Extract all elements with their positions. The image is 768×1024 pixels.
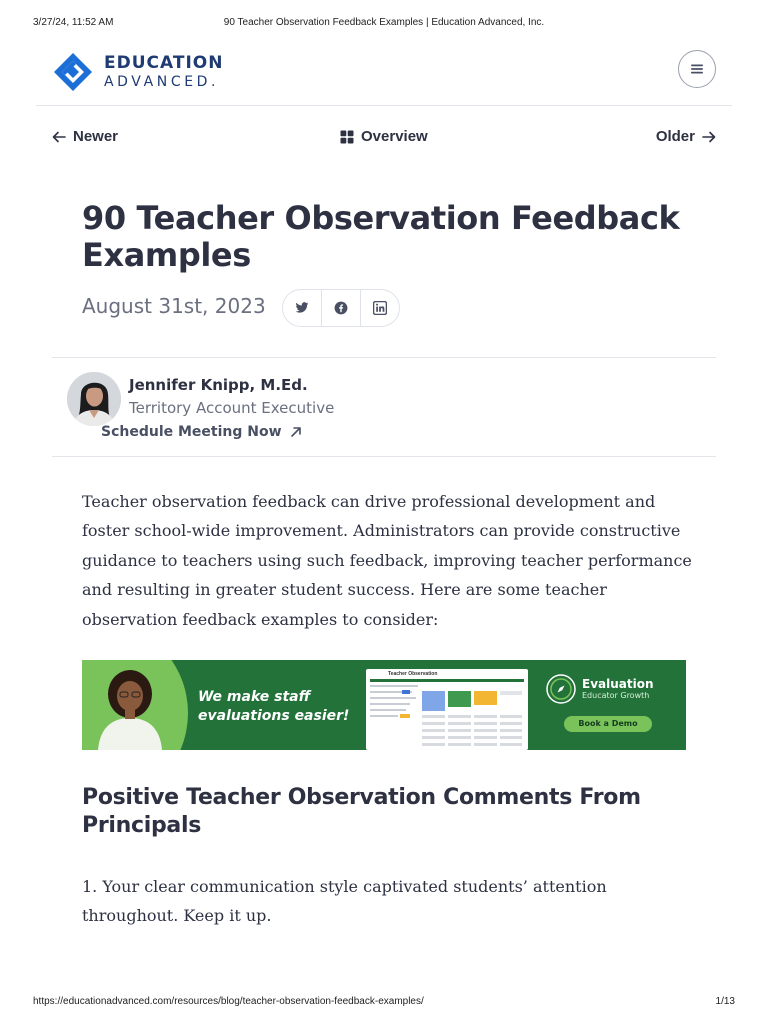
older-label: Older <box>655 128 695 145</box>
intro-paragraph: Teacher observation feedback can drive professional development and foster school-wide improvement. Administrators can provide constructive guidance to teachers using such feedback, improving teacher performance and resulting in greater student success. Here are some teacher observation feedback examples to consider: <box>82 492 692 629</box>
share-linkedin-button[interactable] <box>361 290 399 326</box>
logo-text-line2: ADVANCED. <box>104 74 220 90</box>
share-buttons <box>282 289 400 327</box>
print-url: https://educationadvanced.com/resources/blog/teacher-observation-feedback-examples/ <box>33 996 424 1007</box>
site-logo[interactable] <box>52 52 223 92</box>
older-post-link[interactable] <box>656 128 716 145</box>
banner-brand-title: Evaluation <box>582 676 654 691</box>
banner-app-screenshot <box>366 669 528 750</box>
banner-tagline: We make staff evaluations easier! <box>198 689 350 724</box>
share-facebook-button[interactable] <box>322 290 361 326</box>
article-title: 90 Teacher Observation Feedback Examples <box>82 199 680 274</box>
author-name[interactable]: Jennifer Knipp, M.Ed. <box>129 376 308 394</box>
facebook-icon <box>334 301 348 315</box>
banner-screenshot-title: Teacher Observation <box>388 671 438 677</box>
banner-person-image <box>90 664 170 750</box>
banner-brand <box>546 674 654 704</box>
author-box <box>52 357 716 457</box>
feedback-example-item: 1. Your clear communication style captivated students’ attention throughout. Keep it up. <box>82 877 607 926</box>
arrow-right-icon <box>702 131 716 143</box>
arrow-up-right-icon <box>290 426 302 438</box>
book-demo-button[interactable]: Book a Demo <box>564 716 652 732</box>
site-header <box>36 44 732 106</box>
newer-label: Newer <box>73 128 119 145</box>
overview-link[interactable] <box>340 128 428 145</box>
arrow-left-icon <box>52 131 66 143</box>
print-datetime: 3/27/24, 11:52 AM <box>33 17 114 28</box>
schedule-meeting-label: Schedule Meeting Now <box>101 424 282 440</box>
author-role: Territory Account Executive <box>129 399 335 417</box>
linkedin-icon <box>373 301 387 315</box>
promo-banner[interactable] <box>82 660 686 750</box>
grid-icon <box>340 130 354 144</box>
print-header <box>0 17 768 31</box>
print-footer <box>0 996 768 1010</box>
newer-post-link[interactable] <box>52 128 118 145</box>
author-avatar <box>67 372 121 426</box>
print-page-title: 90 Teacher Observation Feedback Examples | Education Advanced, Inc. <box>223 17 545 28</box>
twitter-icon <box>295 302 309 314</box>
compass-icon <box>546 674 576 704</box>
diamond-logo-icon <box>52 52 94 92</box>
overview-label: Overview <box>361 128 428 145</box>
logo-text-line1: EDUCATION <box>104 53 224 73</box>
print-page-number: 1/13 <box>715 996 735 1007</box>
section-heading: Positive Teacher Observation Comments From Principals <box>82 785 641 838</box>
share-twitter-button[interactable] <box>283 290 322 326</box>
post-date: August 31st, 2023 <box>82 294 266 318</box>
post-navigation <box>52 128 716 150</box>
banner-brand-subtitle: Educator Growth <box>582 690 650 700</box>
hamburger-icon <box>690 63 704 75</box>
schedule-meeting-link[interactable] <box>101 424 302 440</box>
menu-button[interactable] <box>678 50 716 88</box>
